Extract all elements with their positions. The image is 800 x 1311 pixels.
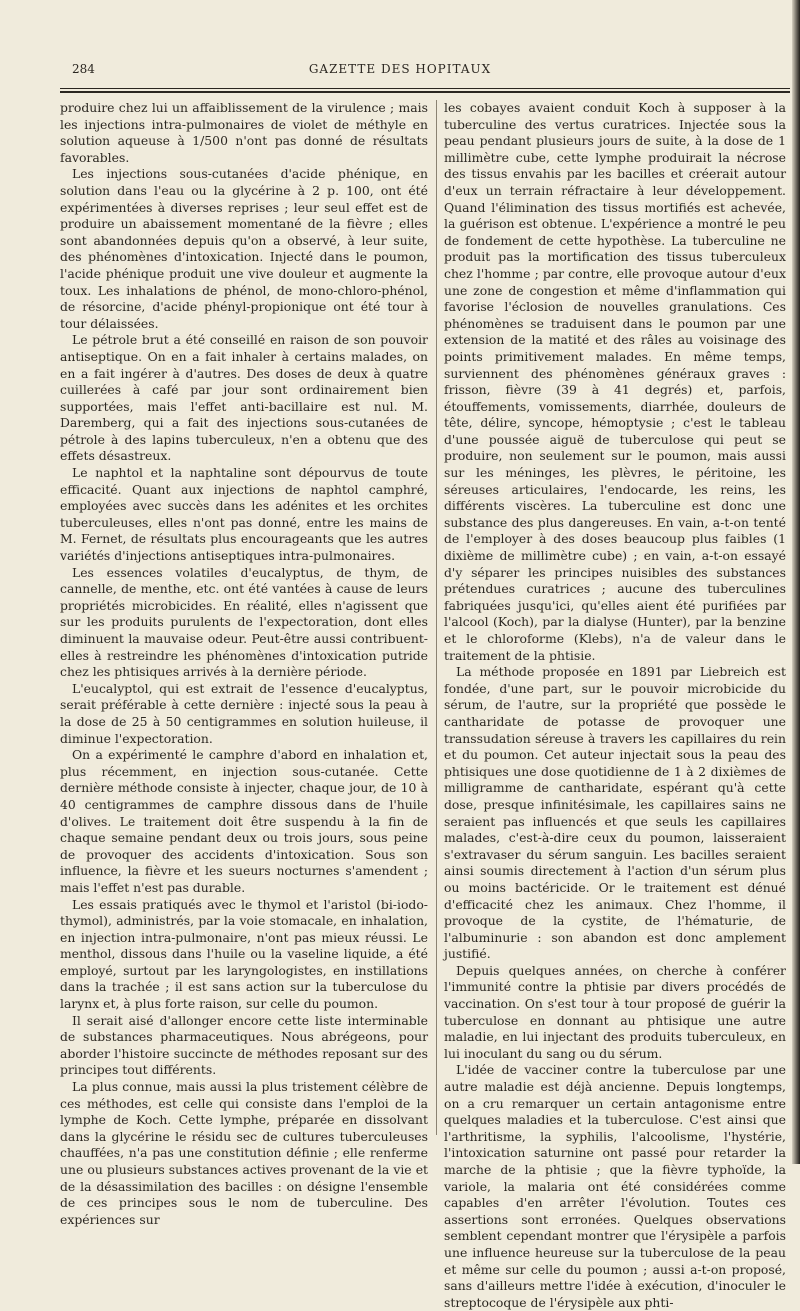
right-column <box>444 100 786 1310</box>
paragraph: Il serait aisé d'allonger encore cette liste interminable de substances pharmaceutiques. Nous abrégeons, pour aborder l'histoire succincte de méthodes reposant sur des principes tout différents. <box>60 1012 428 1078</box>
paragraph: Le naphtol et la naphtaline sont dépourvus de toute efficacité. Quant aux injections de naphtol camphré, employées avec succès dans les adénites et les orchites tuberculeuses, elles n'ont pas donné, entre les mains de M. Fernet, de résultats plus encourageants que les autres variétés d'injections antiseptiques intra-pulmonaires. <box>60 465 428 564</box>
left-column <box>60 100 428 1227</box>
header-rule-thick <box>60 91 790 93</box>
paragraph: On a expérimenté le camphre d'abord en inhalation et, plus récemment, en injection sous-cutanée. Cette dernière méthode consiste à injecter, chaque jour, de 10 à 40 centigrammes de camphre dissous dans de l'huile d'olives. Le traitement doit être suspendu à la fin de chaque semaine pendant deux ou trois jours, sous peine de provoquer des accidents d'intoxication. Sous son influence, la fièvre et les sueurs nocturnes s'amendent ; mais l'effet n'est pas durable. <box>60 747 428 895</box>
paragraph: La méthode proposée en 1891 par Liebreich est fondée, d'une part, sur le pouvoir microbicide du sérum, de l'autre, sur la propriété que possède le cantharidate de potasse de provoquer une transsudation séreuse à travers les capillaires du rein et du poumon. Cet auteur injectait sous la peau des phtisiques une dose quotidienne de 1 à 2 dixièmes de milligramme de cantharidate, espérant qu'à cette dose, presque infinitésimale, les capillaires sains ne seraient pas influencés et que seuls les capillaires malades, c'est-à-dire ceux du poumon, laisseraient s'extravaser du sérum sanguin. Les bacilles seraient ainsi soumis directement à l'action d'un sérum plus ou moins bactéricide. Or le traitement est dénué d'efficacité chez les animaux. Chez l'homme, il provoque de la cystite, de l'hématurie, de l'albuminurie : son abandon est donc amplement justifié. <box>444 664 786 962</box>
paragraph: produire chez lui un affaiblissement de la virulence ; mais les injections intra-pulmonaires de violet de méthyle en solution aqueuse à 1/500 n'ont pas donné de résultats favorables. <box>60 100 428 165</box>
paragraph: Depuis quelques années, on cherche à conférer l'immunité contre la phtisie par divers procédés de vaccination. On s'est tour à tour proposé de guérir la tuberculose en donnant au phtisique une autre maladie, en lui injectant des produits tuberculeux, en lui inoculant du sang ou du sérum. <box>444 962 786 1061</box>
paragraph: L'idée de vacciner contre la tuberculose par une autre maladie est déjà ancienne. Depuis longtemps, on a cru remarquer un certain antagonisme entre quelques maladies et la tuberculose. C'est ainsi que l'arthritisme, la syphilis, l'alcoolisme, l'hystérie, l'intoxication saturnine ont passé pour retarder la marche de la phtisie ; que la fièvre typhoïde, la variole, la malaria ont été considérées comme capables d'en arrêter l'évolution. Toutes ces assertions sont erronées. Quelques observations semblent cependant montrer que l'érysipèle a parfois une influence heureuse sur la tuberculose de la peau et même sur celle du poumon ; aussi a-t-on proposé, sans d'ailleurs mettre l'idée à exécution, d'inoculer le streptocoque de l'érysipèle aux phti- <box>444 1062 786 1310</box>
paragraph: les cobayes avaient conduit Koch à supposer à la tuberculine des vertus curatrices. Injectée sous la peau pendant plusieurs jours de suite, à la dose de 1 millimètre cube, cette lymphe produirait la nécrose des tissus envahis par les bacilles et créerait autour d'eux un terrain réfractaire à leur développement. Quand l'élimination des tissus mortifiés est achevée, la guérison est obtenue. L'expérience a montré le peu de fondement de cette hypothèse. La tuberculine ne produit pas la mortification des tissus tuberculeux chez l'homme ; par contre, elle provoque autour d'eux une zone de congestion et même d'inflammation qui favorise l'éclosion de nouvelles granulations. Ces phénomènes se traduisent dans le poumon par une extension de la matité et des râles au voisinage des points primitivement malades. En même temps, surviennent des phénomènes généraux graves : frisson, fièvre (39 à 41 degrés) et, parfois, étouffements, vomissements, diarrhée, douleurs de tête, délire, syncope, hémoptysie ; c'est le tableau d'une poussée aiguë de tuberculose qui peut se produire, non seulement sur le poumon, mais aussi sur les méninges, les plèvres, le péritoine, les séreuses articulaires, l'endocarde, les reins, les différents viscères. La tuberculine est donc une substance des plus dangereuses. En vain, a-t-on tenté de l'employer à des doses beaucoup plus faibles (1 dixième de millimètre cube) ; en vain, a-t-on essayé d'y séparer les principes nuisibles des substances prétendues curatrices ; aucune des tuberculines fabriquées jusqu'ici, qu'elles aient été purifiées par l'alcool (Koch), par la dialyse (Hunter), par la benzine et le chloroforme (Klebs), n'a de valeur dans le traitement de la phtisie. <box>444 100 786 663</box>
page-number: 284 <box>72 62 95 76</box>
paragraph: Le pétrole brut a été conseillé en raison de son pouvoir antiseptique. On en a fait inhaler à certains malades, on en a fait ingérer à d'autres. Des doses de deux à quatre cuillerées à café par jour sont ordinairement bien supportées, mais l'effet anti-bacillaire est nul. M. Daremberg, qui a fait des injections sous-cutanées de pétrole à des lapins tuberculeux, n'en a obtenu que des effets désastreux. <box>60 332 428 464</box>
paragraph: Les essences volatiles d'eucalyptus, de thym, de cannelle, de menthe, etc. ont été vantées à cause de leurs propriétés microbicides. En réalité, elles n'agissent que sur les produits purulents de l'expectoration, dont elles diminuent la mauvaise odeur. Peut-être aussi contribuent-elles à restreindre les phénomènes d'intoxication putride chez les phtisiques arrivés à la dernière période. <box>60 564 428 680</box>
running-header-title: GAZETTE DES HOPITAUX <box>308 62 492 76</box>
paragraph: Les essais pratiqués avec le thymol et l'aristol (bi-iodo-thymol), administrés, par la voie stomacale, en inhalation, en injection intra-pulmonaire, n'ont pas mieux réussi. Le menthol, dissous dans l'huile ou la vaseline liquide, a été employé, surtout par les laryngologistes, en instillations dans la trachée ; il est sans action sur la tuberculose du larynx et, à plus forte raison, sur celle du poumon. <box>60 896 428 1012</box>
paragraph: Les injections sous-cutanées d'acide phénique, en solution dans l'eau ou la glycérine à 2 p. 100, ont été expérimentées à diverses reprises ; leur seul effet est de produire un abaissement momentané de la fièvre ; elles sont abandonnées depuis qu'on a observé, à leur suite, des phénomènes d'intoxication. Injecté dans le poumon, l'acide phénique produit une vive douleur et augmente la toux. Les inhalations de phénol, de mono-chloro-phénol, de résorcine, d'acide phényl-propionique ont été tour à tour délaissées. <box>60 166 428 331</box>
paragraph: La plus connue, mais aussi la plus tristement célèbre de ces méthodes, est celle qui consiste dans l'emploi de la lymphe de Koch. Cette lymphe, préparée en dissolvant dans la glycérine le résidu sec de cultures tuberculeuses chauffées, n'a pas une constitution définie ; elle renferme une ou plusieurs substances actives provenant de la vie et de la désassimilation des bacilles : on désigne l'ensemble de ces principes sous le nom de tuberculine. Des expériences sur <box>60 1079 428 1227</box>
header-rule-thin <box>60 88 790 89</box>
paragraph: L'eucalyptol, qui est extrait de l'essence d'eucalyptus, serait préférable à cette dernière : injecté sous la peau à la dose de 25 à 50 centigrammes en solution huileuse, il diminue l'expectoration. <box>60 680 428 746</box>
page-edge-shadow <box>792 0 800 1164</box>
column-divider <box>436 100 437 1135</box>
